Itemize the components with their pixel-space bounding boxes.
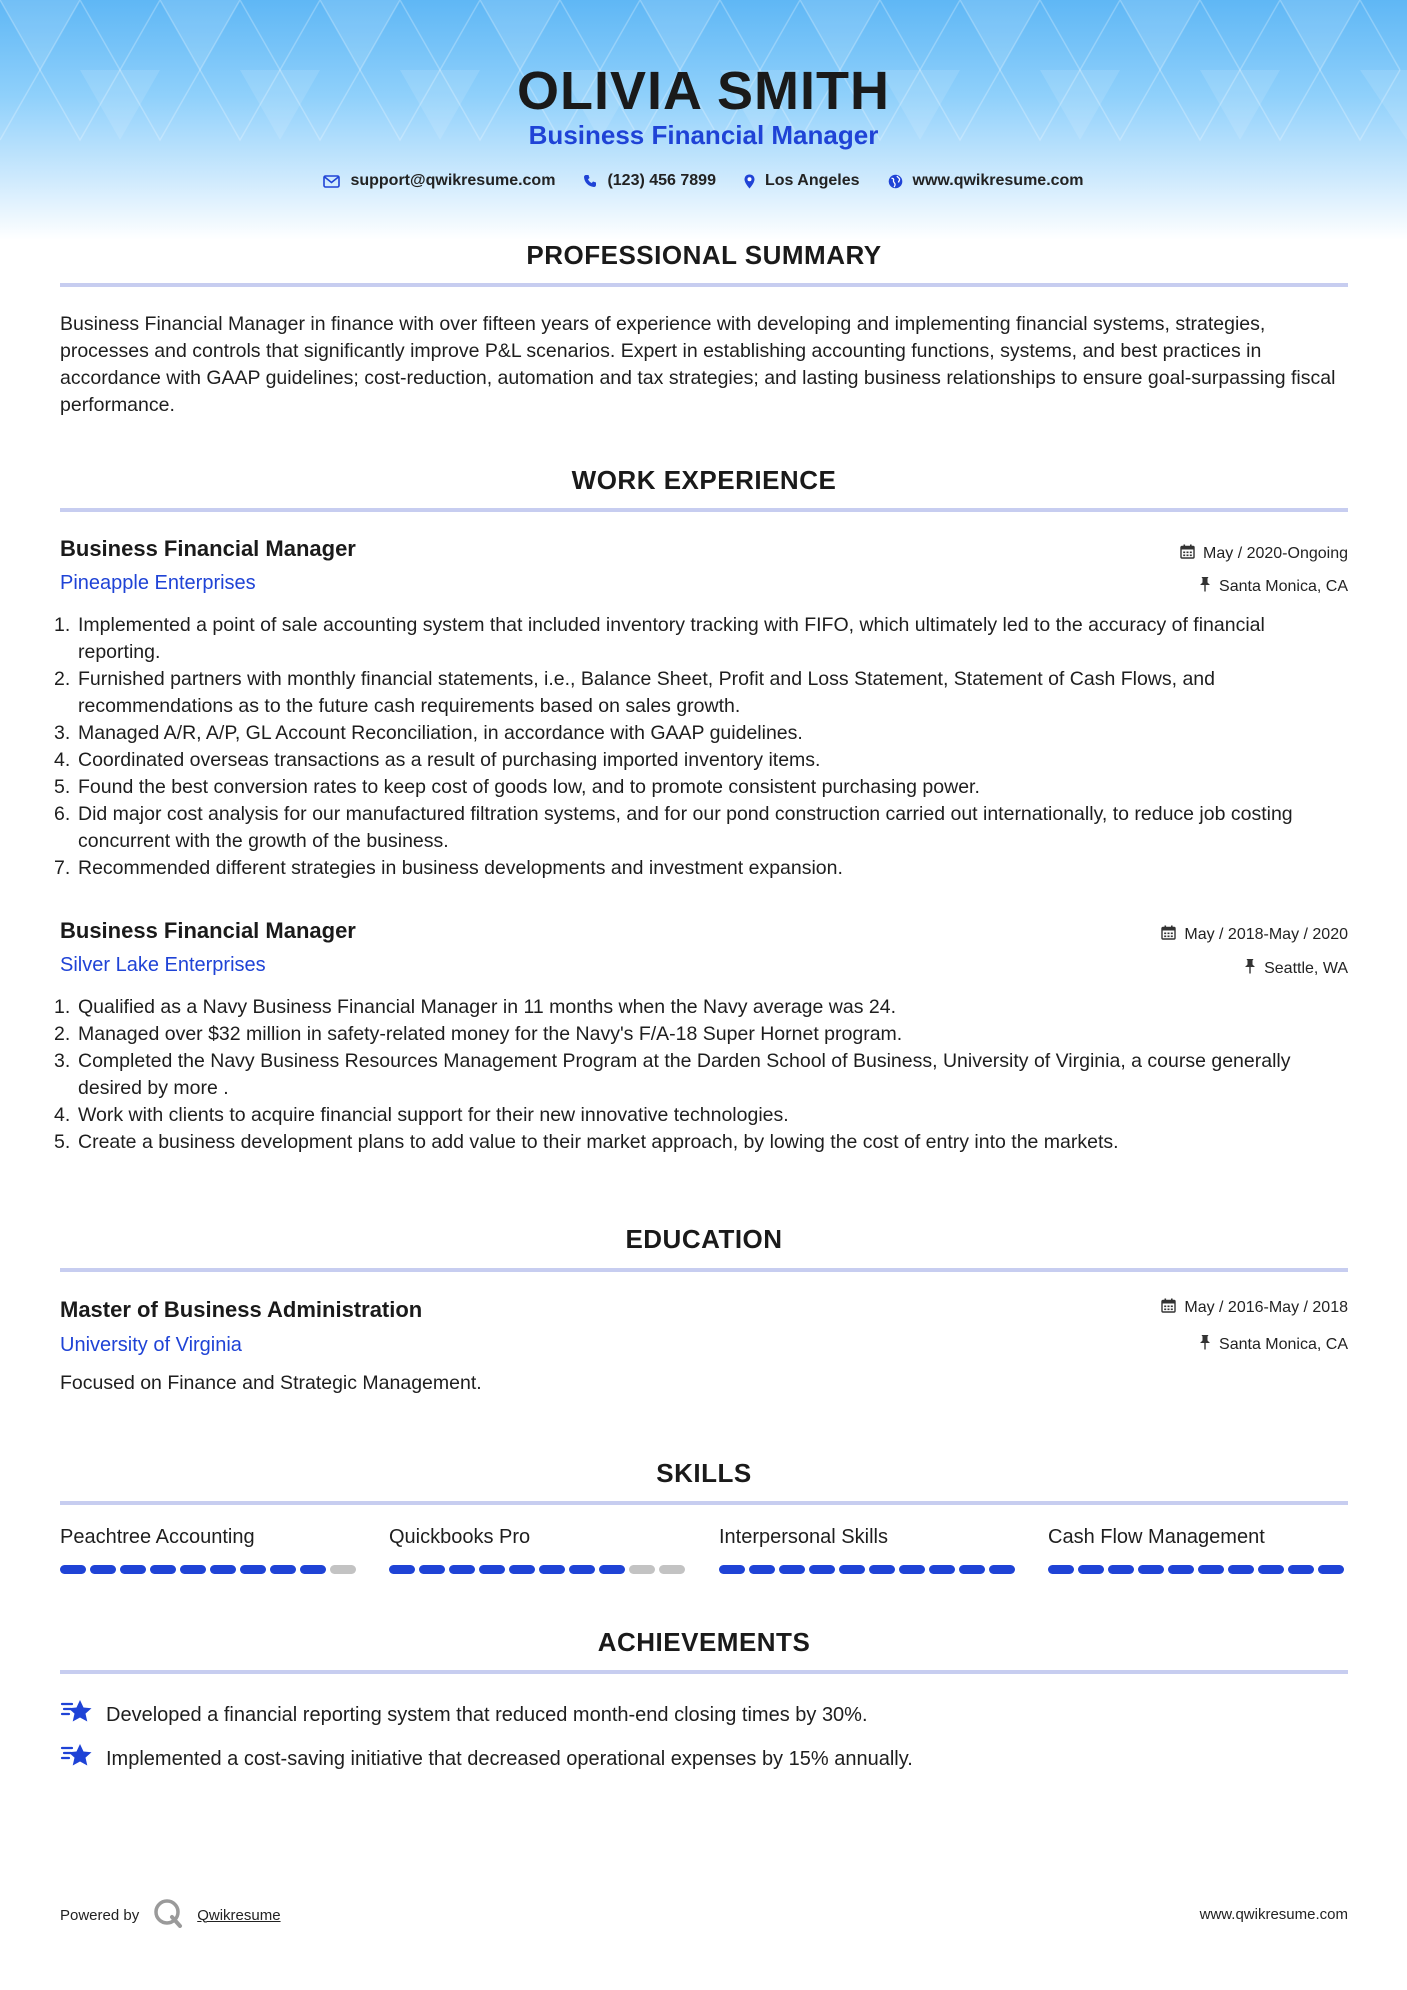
skill-item [389,1526,689,1574]
job-location [1199,576,1348,597]
skill-segment-filled [419,1565,445,1574]
experience-heading: WORK EXPERIENCE [571,465,837,495]
job-duties-list [54,994,1350,1156]
education-heading: EDUCATION [625,1224,783,1254]
list-number: 4. [54,1104,71,1126]
job-title: Business Financial Manager [60,918,356,943]
skill-segment-filled [539,1565,565,1574]
map-pin-icon [744,174,755,189]
skill-segment-filled [60,1565,86,1574]
skills-divider [60,1501,1348,1505]
list-item: 6. Did major cost analysis for our manufactured filtration systems, and for our pond construction carried out internationally, to reduce job costing concurrent with the growth of the business. [54,803,1293,852]
skill-segment-filled [210,1565,236,1574]
degree-title: Master of Business Administration [60,1297,423,1322]
list-number: 4. [54,749,71,771]
skill-segment-filled [90,1565,116,1574]
list-number: 1. [54,996,71,1018]
list-item: 5. Found the best conversion rates to keep cost of goods low, and to promote consistent purchasing power. [60,774,1350,801]
skill-segment-filled [120,1565,146,1574]
list-item: 2. Managed over $32 million in safety-related money for the Navy's F/A-18 Super Hornet program. [60,1021,1350,1048]
skill-segment-filled [150,1565,176,1574]
skill-segment-filled [240,1565,266,1574]
job-title: Business Financial Manager [60,536,356,561]
brand-link[interactable]: Qwikresume [197,1906,281,1924]
job-location [1244,958,1348,979]
list-number: 2. [54,1023,71,1045]
contact-email[interactable] [323,172,555,190]
skill-segment-filled [1078,1565,1104,1574]
education-dates [1161,1298,1348,1318]
skill-segment-filled [869,1565,895,1574]
list-number: 5. [54,1131,71,1153]
summary-heading: PROFESSIONAL SUMMARY [526,240,882,270]
summary-text: Business Financial Manager in finance with over fifteen years of experience with developing and implementing financial systems, strategies, processes and controls that significantly improve P&L scenarios. Expert in establishing accounting functions, systems, and best practices in accordance with GAAP guidelines; cost-reduction, automation and tax strategies; and lasting business relationships to ensure goal-surpassing fiscal performance. [60,313,1336,416]
job-duties-list [54,612,1350,882]
calendar-icon [1161,925,1176,945]
skill-segment-filled [270,1565,296,1574]
phone-icon [583,174,597,188]
contact-bar [0,172,1407,190]
achievements-divider [60,1670,1348,1674]
skill-segment-filled [1288,1565,1314,1574]
qwikresume-logo-icon [153,1898,183,1932]
list-item: 4. Work with clients to acquire financial support for their new innovative technologies. [60,1102,1350,1129]
achievement-text: Developed a financial reporting system that reduced month-end closing times by 30%. [106,1703,868,1726]
list-item: 1. Implemented a point of sale accounting system that included inventory tracking with FIFO, which ultimately led to the accuracy of financial reporting. [54,614,1265,663]
skill-segment-filled [719,1565,745,1574]
calendar-icon [1161,1298,1176,1318]
skill-segment-filled [779,1565,805,1574]
job-dates-text: May / 2020-Ongoing [1203,545,1348,562]
pushpin-icon [1199,576,1211,597]
job-location-text: Santa Monica, CA [1219,577,1348,595]
globe-icon [888,174,903,189]
education-dates-text: May / 2016-May / 2018 [1184,1299,1348,1316]
skill-segment-filled [1318,1565,1344,1574]
contact-location [744,172,860,190]
powered-by-label: Powered by [60,1906,140,1924]
skill-segment-filled [1258,1565,1284,1574]
pushpin-icon [1244,958,1256,979]
skill-segment-filled [839,1565,865,1574]
achievement-item [60,1698,868,1732]
star-badge-icon [60,1698,94,1732]
school-name: University of Virginia [60,1334,242,1356]
skill-segment-filled [1108,1565,1134,1574]
skills-heading: SKILLS [656,1458,752,1488]
envelope-icon [323,175,340,188]
achievement-item [60,1742,913,1776]
job-company: Pineapple Enterprises [60,572,256,594]
job-dates [1180,544,1348,564]
list-item: 7. Recommended different strategies in business developments and investment expansion. [60,855,1350,882]
skill-segment-filled [1168,1565,1194,1574]
list-item: 3. Completed the Navy Business Resources Management Program at the Darden School of Business, University of Virginia, a course generally desired by more . [54,1050,1291,1099]
skill-segment-filled [509,1565,535,1574]
achievement-text: Implemented a cost-saving initiative that decreased operational expenses by 15% annually. [106,1747,913,1770]
skill-name: Cash Flow Management [1048,1526,1265,1548]
list-number: 6. [54,803,71,825]
list-item: 2. Furnished partners with monthly financial statements, i.e., Balance Sheet, Profit and Loss Statement, Statement of Cash Flows, and recommendations as to the future cash requirements based on sales growth. [54,668,1215,717]
skill-segment-filled [300,1565,326,1574]
calendar-icon [1180,544,1195,564]
skill-segment-filled [180,1565,206,1574]
skill-item [719,1526,1019,1574]
list-number: 3. [54,722,71,744]
candidate-name: OLIVIA SMITH [517,61,890,121]
skill-segment-filled [809,1565,835,1574]
skill-segment-empty [659,1565,685,1574]
skill-segment-filled [389,1565,415,1574]
skill-segment-filled [1138,1565,1164,1574]
skill-segment-filled [899,1565,925,1574]
list-number: 5. [54,776,71,798]
skill-segment-empty [629,1565,655,1574]
skill-name: Interpersonal Skills [719,1526,888,1548]
skill-name: Peachtree Accounting [60,1526,255,1548]
skill-rating-bar [719,1565,1019,1574]
list-item: 5. Create a business development plans to add value to their market approach, by lowing the cost of entry into the markets. [60,1129,1350,1156]
skill-rating-bar [60,1565,360,1574]
list-item: 4. Coordinated overseas transactions as a result of purchasing imported inventory items. [60,747,1350,774]
list-number: 1. [54,614,71,636]
summary-divider [60,283,1348,287]
contact-phone[interactable] [583,172,716,190]
skill-item [1048,1526,1348,1574]
achievements-heading: ACHIEVEMENTS [597,1627,811,1657]
job-dates-text: May / 2018-May / 2020 [1184,926,1348,943]
job-company: Silver Lake Enterprises [60,954,266,976]
list-number: 7. [54,857,71,879]
skill-segment-filled [959,1565,985,1574]
location-text: Los Angeles [764,172,860,189]
skill-segment-filled [749,1565,775,1574]
contact-website[interactable] [888,172,1084,190]
skill-segment-filled [599,1565,625,1574]
skill-segment-filled [479,1565,505,1574]
list-number: 2. [54,668,71,690]
job-dates [1161,925,1348,945]
star-badge-icon [60,1742,94,1776]
education-description: Focused on Finance and Strategic Management. [60,1372,482,1394]
footer-website[interactable]: www.qwikresume.com [1199,1906,1348,1923]
skill-segment-filled [1228,1565,1254,1574]
job-location-text: Seattle, WA [1264,959,1348,977]
candidate-title: Business Financial Manager [528,120,879,150]
skill-segment-filled [569,1565,595,1574]
skill-segment-filled [989,1565,1015,1574]
list-item: 3. Managed A/R, A/P, GL Account Reconciliation, in accordance with GAAP guidelines. [60,720,1350,747]
education-location-text: Santa Monica, CA [1219,1335,1348,1353]
education-location [1199,1334,1348,1355]
pushpin-icon [1199,1334,1211,1355]
skill-name: Quickbooks Pro [389,1526,531,1548]
list-item: 1. Qualified as a Navy Business Financial Manager in 11 months when the Navy average was 24. [60,994,1350,1021]
skill-segment-filled [449,1565,475,1574]
education-divider [60,1268,1348,1272]
skill-segment-filled [929,1565,955,1574]
skill-rating-bar [389,1565,689,1574]
phone-text: (123) 456 7899 [607,172,716,189]
email-text: support@qwikresume.com [350,172,556,189]
skill-segment-empty [330,1565,356,1574]
list-number: 3. [54,1050,71,1072]
skill-segment-filled [1198,1565,1224,1574]
website-text: www.qwikresume.com [912,172,1084,189]
experience-divider [60,508,1348,512]
skill-segment-filled [1048,1565,1074,1574]
footer-powered-by [60,1898,281,1932]
skill-rating-bar [1048,1565,1348,1574]
skill-item [60,1526,360,1574]
